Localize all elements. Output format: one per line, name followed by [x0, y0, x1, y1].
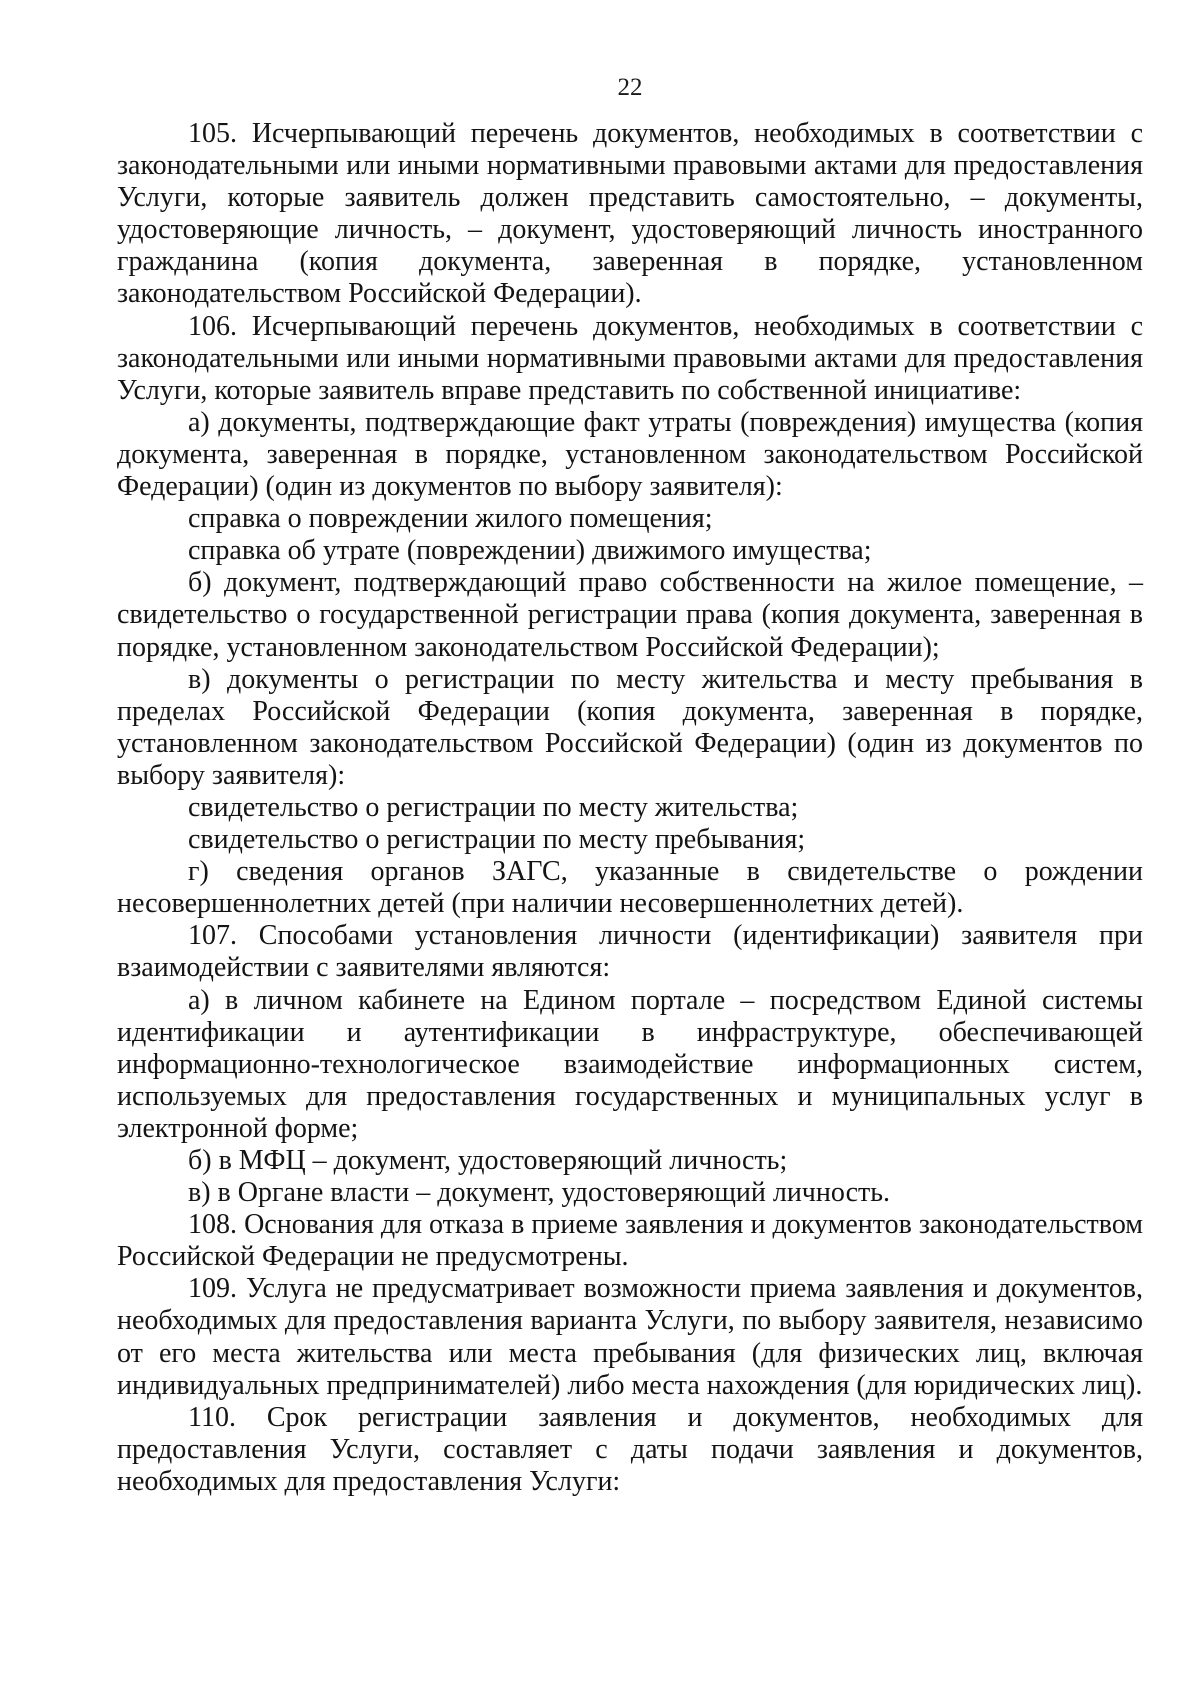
paragraph-107: 107. Способами установления личности (идентификации) заявителя при взаимодействии с заявителями являются:: [117, 920, 1143, 984]
document-body: [117, 118, 1143, 1498]
paragraph-108: 108. Основания для отказа в приеме заявления и документов законодательством Российской Федерации не предусмотрены.: [117, 1209, 1143, 1273]
paragraph-106-g: г) сведения органов ЗАГС, указанные в свидетельстве о рождении несовершеннолетних детей (при наличии несовершеннолетних детей).: [117, 856, 1143, 920]
paragraph-106: 106. Исчерпывающий перечень документов, необходимых в соответствии с законодательными или иными нормативными правовыми актами для предоставления Услуги, которые заявитель вправе представить по собственной инициативе:: [117, 310, 1143, 406]
list-item-stay-certificate: свидетельство о регистрации по месту пребывания;: [188, 824, 806, 856]
paragraph-106-v: в) документы о регистрации по месту жительства и месту пребывания в пределах Российской Федерации (копия документа, заверенная в порядке, установленном законодательством Российской Федерации) (один из документов по выбору заявителя):: [117, 663, 1143, 791]
paragraph-107-a: а) в личном кабинете на Едином портале – посредством Единой системы идентификации и аутентификации в инфраструктуре, обеспечивающей информационно-технологическое взаимодействие информационных систем, используемых для предоставления государственных и муниципальных услуг в электронной форме;: [117, 984, 1143, 1144]
page-number: 22: [617, 74, 643, 101]
list-item-residence-certificate: свидетельство о регистрации по месту жительства;: [188, 791, 799, 823]
paragraph-106-a: а) документы, подтверждающие факт утраты (повреждения) имущества (копия документа, заверенная в порядке, установленном законодательством Российской Федерации) (один из документов по выбору заявителя):: [117, 406, 1143, 503]
list-item-loss-certificate: справка об утрате (повреждении) движимого имущества;: [188, 535, 872, 567]
paragraph-107-b: б) в МФЦ – документ, удостоверяющий личность;: [188, 1145, 788, 1176]
paragraph-110: 110. Срок регистрации заявления и документов, необходимых для предоставления Услуги, составляет с даты подачи заявления и документов, необходимых для предоставления Услуги:: [117, 1401, 1143, 1497]
paragraph-109: 109. Услуга не предусматривает возможности приема заявления и документов, необходимых для предоставления варианта Услуги, по выбору заявителя, независимо от его места жительства или места пребывания (для физических лиц, включая индивидуальных предпринимателей) либо места нахождения (для юридических лиц).: [117, 1273, 1143, 1401]
list-item-damage-certificate: справка о повреждении жилого помещения;: [188, 503, 713, 535]
paragraph-107-v: в) в Органе власти – документ, удостоверяющий личность.: [188, 1177, 890, 1209]
paragraph-106-b: б) документ, подтверждающий право собственности на жилое помещение, – свидетельство о государственной регистрации права (копия документа, заверенная в порядке, установленном законодательством Российской Федерации);: [117, 567, 1143, 663]
paragraph-105: 105. Исчерпывающий перечень документов, необходимых в соответствии с законодательными или иными нормативными правовыми актами для предоставления Услуги, которые заявитель должен представить самостоятельно, – документы, удостоверяющие личность, – документ, удостоверяющий личность иностранного гражданина (копия документа, заверенная в порядке, установленном законодательством Российской Федерации).: [117, 118, 1143, 310]
